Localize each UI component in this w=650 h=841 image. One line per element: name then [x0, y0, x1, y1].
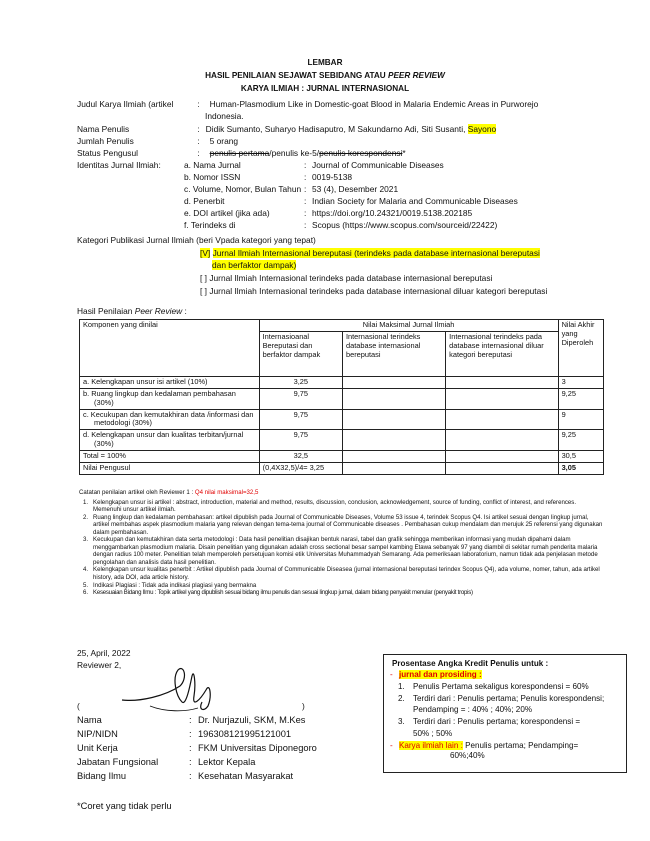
box-item-cont: 50% ; 50% — [413, 729, 453, 739]
note-num: 1. — [83, 498, 89, 506]
footnote: *Coret yang tidak perlu — [77, 801, 172, 811]
note-item — [83, 582, 603, 590]
box-item-text: Terdiri dari : Penulis pertama; Penulis korespondensi; — [413, 693, 605, 703]
status-row — [77, 148, 406, 158]
header-col-2: Internasional terindeks database internasional bereputasi — [342, 331, 445, 376]
row-final: 9 — [558, 409, 603, 430]
note-item — [83, 566, 603, 581]
note-item — [83, 536, 603, 566]
penulis-value: Didik Sumanto, Suharyo Hadisaputro, M Sakundarno Adi, Siti Susanti, — [205, 124, 468, 134]
box-item — [398, 694, 620, 704]
kategori-option-2 — [200, 273, 492, 283]
journal-field-value: Journal of Communicable Diseases — [312, 160, 444, 170]
status-star: * — [402, 148, 406, 158]
jumlah-sep: : — [197, 136, 200, 146]
journal-field-sep: : — [304, 208, 307, 218]
box-item-num: 1. — [398, 681, 405, 691]
pengusul-c2 — [342, 462, 445, 474]
judul-sep: : — [197, 99, 200, 109]
kategori-label: Kategori Publikasi Jurnal Ilmiah (beri Vpada kategori yang tepat) — [77, 235, 316, 245]
signer-label: NIP/NIDN — [77, 729, 118, 739]
note-text: Kelengkapan unsur kualitas penerbit : Artikel dipublish pada Journal of Communicable Diseasea (jurnal internasional bereputasi terindex Scopus Q4), ada volume, nomer, tahun, ada artikel history, ada DOI, ada article history. — [93, 566, 600, 582]
note-item — [83, 589, 603, 597]
journal-field-value: https://doi.org/10.24321/0019.5138.202185 — [312, 208, 473, 218]
doc-title-lembar: LEMBAR — [307, 58, 343, 67]
signer-label: Bidang Ilmu — [77, 771, 127, 781]
note-text: Kecukupan dan kemutakhiran data serta metodologi : Data hasil penelitian disajikan bentuk narasi, tabel dan grafik sehingga memberikan informasi yang mudah dipahami dalam menggambarkan plasmodium malaria. Disain penelitian yang digunakan adalah cross sectional besar sampel kambing Etawa sebanyak 97 yang diambil di sekitar rumah penderita malaria dengan radius 100 meter. Penelitian telah memperoleh persetujuan komisi etik Universitas Muhammadyah Semarang. Ada pemeriksaan laboratorium, namun tidak ada penjelasan metode pengolahan dan analisis data hasil penelitian. — [93, 536, 598, 566]
row-c3 — [446, 388, 558, 409]
kategori-option-1-box: [V] — [200, 248, 211, 258]
pengusul-c3 — [446, 462, 558, 474]
status-sep: : — [197, 148, 200, 158]
total-final: 30,5 — [558, 451, 603, 463]
journal-field — [184, 196, 518, 206]
signer-sep: : — [189, 757, 192, 767]
row-c1: 9,75 — [259, 388, 342, 409]
box-item — [398, 682, 620, 692]
header-nilai-akhir: Nilai Akhir yang Diperoleh — [558, 320, 603, 377]
box-item-cont: Pendamping = : 40% ; 40%; 20% — [413, 705, 533, 715]
doc-title-hasil — [0, 71, 650, 81]
signer-sep: : — [189, 715, 192, 725]
total-c1: 32,5 — [259, 451, 342, 463]
reviewer-label: Reviewer 2, — [77, 660, 122, 670]
box-item-text: Terdiri dari : Penulis pertama; korespondensi = — [413, 717, 581, 727]
header-nilai-max: Nilai Maksimal Jurnal Ilmiah — [259, 320, 558, 332]
journal-field-sep: : — [304, 160, 307, 170]
jumlah-row — [77, 136, 238, 146]
box-dash-1: - — [390, 669, 393, 679]
journal-field-key: b. Nomor ISSN — [184, 172, 241, 182]
table-row — [80, 409, 604, 430]
journal-field-value: Scopus (https://www.scopus.com/sourceid/22422) — [312, 220, 498, 230]
row-label: d. Kelengkapan unsur dan kualitas terbitan/jurnal (30%) — [80, 430, 260, 451]
journal-field-key: a. Nama Jurnal — [184, 160, 241, 170]
status-label: Status Pengusul — [77, 148, 138, 158]
row-final: 9,25 — [558, 430, 603, 451]
notes-heading — [79, 489, 603, 497]
reviewer-notes — [79, 489, 603, 597]
note-num: 6. — [83, 589, 89, 597]
note-text: Kelengkapan unsur isi artikel : abstract, introduction, material and method, results, discussion, conclusion, acknowledgement, source of funding, conflict of interest, and references. Memenuhi unsur artikel ilmiah. — [93, 498, 577, 514]
journal-field — [184, 172, 352, 182]
signer-value: FKM Universitas Diponegoro — [198, 743, 317, 753]
note-num: 3. — [83, 536, 89, 544]
total-label: Total = 100% — [80, 451, 260, 463]
note-text: Ruang lingkup dan kedalaman pembahasan: artikel dipublish pada Journal of Communicable Diseases, Volume 53 issue 4, terindek Scopus Q4. Isi artikel sesuai dengan lingkup jurnal, artikel membahas aspek plasmodium malaria yang relevan dengan tema-tema journal of Communicable diseases . Pembahasan cukup mendalam dan merujuk 25 referensi yang digunakan dalam pembahasan. — [93, 513, 603, 536]
header-col-1: Internasioanal Bereputasi dan berfaktor dampak — [259, 331, 342, 376]
journal-field-key: e. DOI artikel (jika ada) — [184, 208, 270, 218]
row-c2 — [342, 376, 445, 388]
row-c2 — [342, 388, 445, 409]
box-dash-2: - — [390, 741, 393, 751]
signer-row — [77, 729, 291, 740]
total-c3 — [446, 451, 558, 463]
signer-label: Nama — [77, 715, 102, 725]
journal-field-sep: : — [304, 172, 307, 182]
kategori-option-2-text: Jurnal Ilmiah Internasional terindeks pada database internasional bereputasi — [209, 273, 493, 283]
total-c2 — [342, 451, 445, 463]
signer-row — [77, 743, 317, 754]
journal-field-sep: : — [304, 184, 307, 194]
row-label: c. Kecukupan dan kemutakhiran data /informasi dan metodologi (30%) — [80, 409, 260, 430]
box-item — [398, 717, 620, 727]
table-pengusul-row — [80, 462, 604, 474]
signer-sep: : — [189, 743, 192, 753]
journal-field-value: Indian Society for Malaria and Communicable Diseases — [312, 196, 518, 206]
note-item — [83, 499, 603, 514]
header-col-3: Internasional terindeks pada database internasional diluar kategori bereputasi — [446, 331, 558, 376]
notes-heading-text: Catatan penilaian artikel oleh Reviewer 1 : — [79, 489, 195, 496]
kategori-option-1-text-cont: dan berfaktor dampak) — [212, 260, 297, 270]
signer-row — [77, 757, 255, 768]
journal-field-value: 53 (4), Desember 2021 — [312, 184, 399, 194]
row-c3 — [446, 409, 558, 430]
header-komponen: Komponen yang dinilai — [80, 320, 260, 377]
journal-field — [184, 184, 398, 194]
note-text: Kesesuaian Bidang Ilmu : Topik artikel yang dipublish sesuai bidang ilmu penulis dan sesuai lingkup jurnal, dalam bidang penyakit menular (penyakit tropis) — [93, 589, 473, 597]
review-date: 25, April, 2022 — [77, 648, 131, 658]
judul-value: Human-Plasmodium Like in Domestic-goat Blood in Malaria Endemic Areas in Purworejo — [209, 99, 539, 109]
status-strike-1: penulis pertama — [209, 148, 270, 158]
signer-sep: : — [189, 729, 192, 739]
signer-label: Jabatan Fungsional — [77, 757, 159, 767]
box-item-num: 2. — [398, 693, 405, 703]
box-sub2-text: Karya ilmiah lain : — [398, 741, 463, 751]
doc-title-peer-review: PEER REVIEW — [388, 71, 445, 80]
hasil-peer-review: Peer Review — [134, 306, 183, 316]
kategori-option-1-text: Jurnal Ilmiah Internasional bereputasi (terindeks pada database internasional bereputasi — [212, 248, 540, 258]
row-c3 — [446, 376, 558, 388]
hasil-prefix: Hasil Penilaian — [77, 306, 135, 316]
signer-sep: : — [189, 771, 192, 781]
journal-field-value: 0019-5138 — [312, 172, 353, 182]
journal-field-key: f. Terindeks di — [184, 220, 236, 230]
kategori-option-1-cont — [212, 260, 296, 270]
note-num: 2. — [83, 513, 89, 521]
hasil-penilaian-label — [77, 306, 187, 316]
note-text: Indikasi Plagiasi : Tidak ada indikasi plagiasi yang bermakna — [93, 581, 257, 589]
signer-value: 196308121995121001 — [198, 729, 292, 739]
table-row — [80, 376, 604, 388]
jumlah-value: 5 orang — [209, 136, 239, 146]
table-total-row — [80, 451, 604, 463]
journal-field-key: c. Volume, Nomor, Bulan Tahun — [184, 184, 302, 194]
row-final: 3 — [558, 376, 603, 388]
kategori-option-3-text: Jurnal Ilmiah Internasional terindeks pada database internasional diluar kategori bereputasi — [209, 286, 548, 296]
status-mid: /penulis ke-5/ — [269, 148, 320, 158]
penulis-label: Nama Penulis — [77, 124, 130, 134]
kategori-option-3-box: [ ] — [200, 286, 207, 296]
table-row — [80, 388, 604, 409]
pengusul-final: 3,05 — [558, 462, 603, 474]
signer-label: Unit Kerja — [77, 743, 118, 753]
box-sub1-text: jurnal dan prosiding : — [398, 669, 482, 679]
penulis-sep: : — [197, 124, 200, 134]
note-num: 5. — [83, 581, 89, 589]
credit-percentage-box — [383, 654, 627, 773]
reviewer-signature — [110, 656, 220, 718]
judul-label: Judul Karya Ilmiah (artikel — [77, 99, 174, 109]
journal-field — [184, 160, 444, 170]
score-table — [79, 319, 604, 475]
row-label: b. Ruang lingkup dan kedalaman pembahasan (30%) — [80, 388, 260, 409]
status-strike-2: penulis korespondensi — [319, 148, 403, 158]
row-c2 — [342, 409, 445, 430]
kategori-option-2-box: [ ] — [200, 273, 207, 283]
signer-row — [77, 715, 305, 726]
identitas-label: Identitas Jurnal Ilmiah: — [77, 160, 161, 170]
doc-title-karya: KARYA ILMIAH : JURNAL INTERNASIONAL — [240, 84, 410, 93]
penulis-row — [77, 124, 496, 134]
signer-row — [77, 771, 293, 782]
kategori-option-3 — [200, 286, 547, 296]
penulis-highlight: Sayono — [467, 124, 497, 134]
hasil-suffix: : — [182, 306, 187, 316]
row-c1: 9,75 — [259, 430, 342, 451]
box-item-num: 3. — [398, 717, 405, 727]
signer-value: Kesehatan Masyarakat — [198, 771, 294, 781]
table-header-row — [80, 320, 604, 332]
signature-paren-close: ) — [302, 701, 305, 711]
signer-value: Dr. Nurjazuli, SKM, M.Kes — [198, 715, 306, 725]
doc-title-hasil-text: HASIL PENILAIAN SEJAWAT SEBIDANG ATAU — [205, 71, 388, 80]
journal-field-sep: : — [304, 196, 307, 206]
signer-value: Lektor Kepala — [198, 757, 256, 767]
row-c1: 3,25 — [259, 376, 342, 388]
notes-heading-red: Q4 nilai maksimal=32,5 — [194, 489, 259, 496]
kategori-option-1 — [200, 248, 540, 258]
journal-field-sep: : — [304, 220, 307, 230]
box-item-text: Penulis Pertama sekaligus korespondensi = 60% — [413, 681, 589, 691]
box-sub2-rest: Penulis pertama; Pendamping= — [462, 741, 579, 751]
note-item — [83, 514, 603, 537]
row-final: 9,25 — [558, 388, 603, 409]
judul-row — [77, 99, 538, 109]
box-sub1 — [390, 670, 620, 680]
box-title: Prosentase Angka Kredit Penulis untuk : — [392, 659, 549, 668]
jumlah-label: Jumlah Penulis — [77, 136, 134, 146]
box-sub2-rest2: 60%;40% — [450, 750, 485, 760]
table-row — [80, 430, 604, 451]
row-c3 — [446, 430, 558, 451]
judul-value-cont: Indonesia. — [205, 111, 244, 121]
row-c1: 9,75 — [259, 409, 342, 430]
journal-field — [184, 220, 497, 230]
pengusul-label: Nilai Pengusul — [80, 462, 260, 474]
journal-field-key: d. Penerbit — [184, 196, 225, 206]
pengusul-c1: (0,4X32,5)/4= 3,25 — [259, 462, 342, 474]
row-label: a. Kelengkapan unsur isi artikel (10%) — [80, 376, 260, 388]
box-sub2 — [390, 741, 620, 751]
row-c2 — [342, 430, 445, 451]
note-num: 4. — [83, 566, 89, 574]
journal-field — [184, 208, 472, 218]
signature-paren-open: ( — [77, 701, 80, 711]
